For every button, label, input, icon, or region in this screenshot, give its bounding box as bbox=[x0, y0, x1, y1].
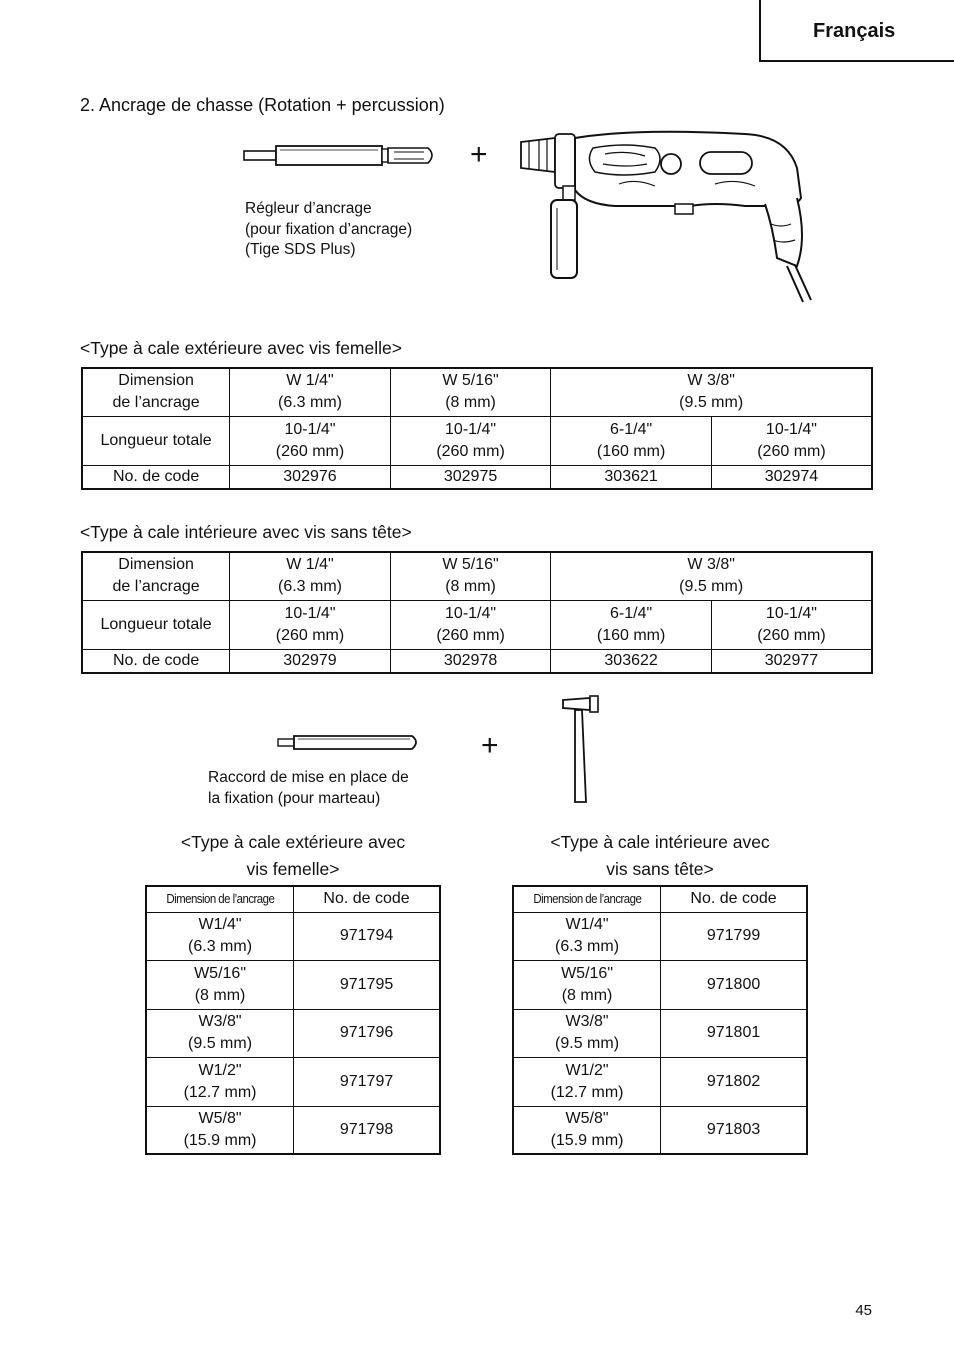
dimension-cell: W3/8" (9.5 mm) bbox=[513, 1009, 661, 1057]
dimension-cell: W 3/8" (9.5 mm) bbox=[551, 552, 872, 600]
length-cell: 6-1/4" (160 mm) bbox=[551, 600, 712, 649]
anchor-tool-caption: Régleur d’ancrage (pour fixation d’ancrage) (Tige SDS Plus) bbox=[245, 200, 413, 258]
dimension-cell: W5/16" (8 mm) bbox=[513, 960, 661, 1009]
code-cell: 302974 bbox=[711, 465, 872, 489]
row-label-dimension: Dimension de l’ancrage bbox=[82, 368, 230, 416]
section-title: 2. Ancrage de chasse (Rotation + percussion) bbox=[80, 95, 445, 115]
code-cell: 971796 bbox=[294, 1009, 440, 1057]
table-c bbox=[145, 885, 441, 1155]
table-b-title: <Type à cale intérieure avec vis sans tête> bbox=[80, 522, 412, 542]
table-row bbox=[82, 649, 872, 673]
dimension-cell: W 1/4" (6.3 mm) bbox=[230, 552, 391, 600]
dimension-cell: W5/8" (15.9 mm) bbox=[146, 1106, 294, 1154]
dimension-cell: W 5/16" (8 mm) bbox=[390, 552, 551, 600]
table-row bbox=[82, 416, 872, 465]
anchor-setting-tool-icon bbox=[240, 140, 440, 180]
code-cell: 971800 bbox=[661, 960, 807, 1009]
code-cell: 303622 bbox=[551, 649, 712, 673]
length-cell: 10-1/4" (260 mm) bbox=[230, 416, 391, 465]
plus-sign: + bbox=[481, 729, 499, 762]
code-cell: 302978 bbox=[390, 649, 551, 673]
dimension-cell: W 5/16" (8 mm) bbox=[390, 368, 551, 416]
table-row bbox=[513, 1009, 807, 1057]
row-label-length: Longueur totale bbox=[82, 416, 230, 465]
row-label-length: Longueur totale bbox=[82, 600, 230, 649]
table-row bbox=[82, 465, 872, 489]
code-cell: 971803 bbox=[661, 1106, 807, 1154]
table-row bbox=[82, 368, 872, 416]
table-row bbox=[513, 960, 807, 1009]
length-cell: 10-1/4" (260 mm) bbox=[390, 600, 551, 649]
language-label: Français bbox=[813, 20, 896, 42]
code-cell: 302976 bbox=[230, 465, 391, 489]
code-cell: 971802 bbox=[661, 1057, 807, 1106]
length-cell: 10-1/4" (260 mm) bbox=[711, 600, 872, 649]
length-cell: 10-1/4" (260 mm) bbox=[230, 600, 391, 649]
dimension-cell: W1/2" (12.7 mm) bbox=[146, 1057, 294, 1106]
table-row bbox=[146, 1057, 440, 1106]
length-cell: 10-1/4" (260 mm) bbox=[390, 416, 551, 465]
dimension-cell: W1/4" (6.3 mm) bbox=[146, 912, 294, 960]
table-row bbox=[146, 1009, 440, 1057]
code-cell: 971801 bbox=[661, 1009, 807, 1057]
header-code: No. de code bbox=[661, 886, 807, 912]
language-tab bbox=[759, 0, 954, 62]
table-row bbox=[82, 600, 872, 649]
code-cell: 971797 bbox=[294, 1057, 440, 1106]
length-cell: 10-1/4" (260 mm) bbox=[711, 416, 872, 465]
code-cell: 302977 bbox=[711, 649, 872, 673]
hammer-icon bbox=[560, 694, 604, 808]
length-cell: 6-1/4" (160 mm) bbox=[551, 416, 712, 465]
table-row bbox=[513, 1057, 807, 1106]
table-a bbox=[81, 367, 873, 490]
code-cell: 971799 bbox=[661, 912, 807, 960]
table-b bbox=[81, 551, 873, 674]
plus-sign: + bbox=[470, 138, 488, 171]
code-cell: 302975 bbox=[390, 465, 551, 489]
dimension-cell: W 1/4" (6.3 mm) bbox=[230, 368, 391, 416]
table-header-row bbox=[146, 886, 440, 912]
rotary-hammer-icon bbox=[515, 128, 815, 308]
setting-tool-icon bbox=[272, 730, 426, 756]
dimension-cell: W3/8" (9.5 mm) bbox=[146, 1009, 294, 1057]
table-row bbox=[82, 552, 872, 600]
page-number: 45 bbox=[855, 1302, 872, 1319]
header-code: No. de code bbox=[294, 886, 440, 912]
row-label-dimension: Dimension de l’ancrage bbox=[82, 552, 230, 600]
code-cell: 971798 bbox=[294, 1106, 440, 1154]
dimension-cell: W5/8" (15.9 mm) bbox=[513, 1106, 661, 1154]
table-a-title: <Type à cale extérieure avec vis femelle> bbox=[80, 338, 402, 358]
table-header-row bbox=[513, 886, 807, 912]
row-label-code: No. de code bbox=[82, 465, 230, 489]
table-c-title: <Type à cale extérieure avec vis femelle> bbox=[180, 832, 406, 879]
header-dimension: Dimension de l’ancrage bbox=[513, 886, 661, 912]
code-cell: 971794 bbox=[294, 912, 440, 960]
table-d-title: <Type à cale intérieure avec vis sans tête> bbox=[550, 832, 770, 879]
table-row bbox=[513, 912, 807, 960]
code-cell: 303621 bbox=[551, 465, 712, 489]
table-row bbox=[146, 1106, 440, 1154]
code-cell: 971795 bbox=[294, 960, 440, 1009]
table-d bbox=[512, 885, 808, 1155]
table-row bbox=[146, 912, 440, 960]
setting-tool-caption: Raccord de mise en place de la fixation (pour marteau) bbox=[208, 769, 409, 807]
dimension-cell: W5/16" (8 mm) bbox=[146, 960, 294, 1009]
table-row bbox=[513, 1106, 807, 1154]
dimension-cell: W 3/8" (9.5 mm) bbox=[551, 368, 872, 416]
dimension-cell: W1/2" (12.7 mm) bbox=[513, 1057, 661, 1106]
table-row bbox=[146, 960, 440, 1009]
code-cell: 302979 bbox=[230, 649, 391, 673]
row-label-code: No. de code bbox=[82, 649, 230, 673]
header-dimension: Dimension de l’ancrage bbox=[146, 886, 294, 912]
dimension-cell: W1/4" (6.3 mm) bbox=[513, 912, 661, 960]
